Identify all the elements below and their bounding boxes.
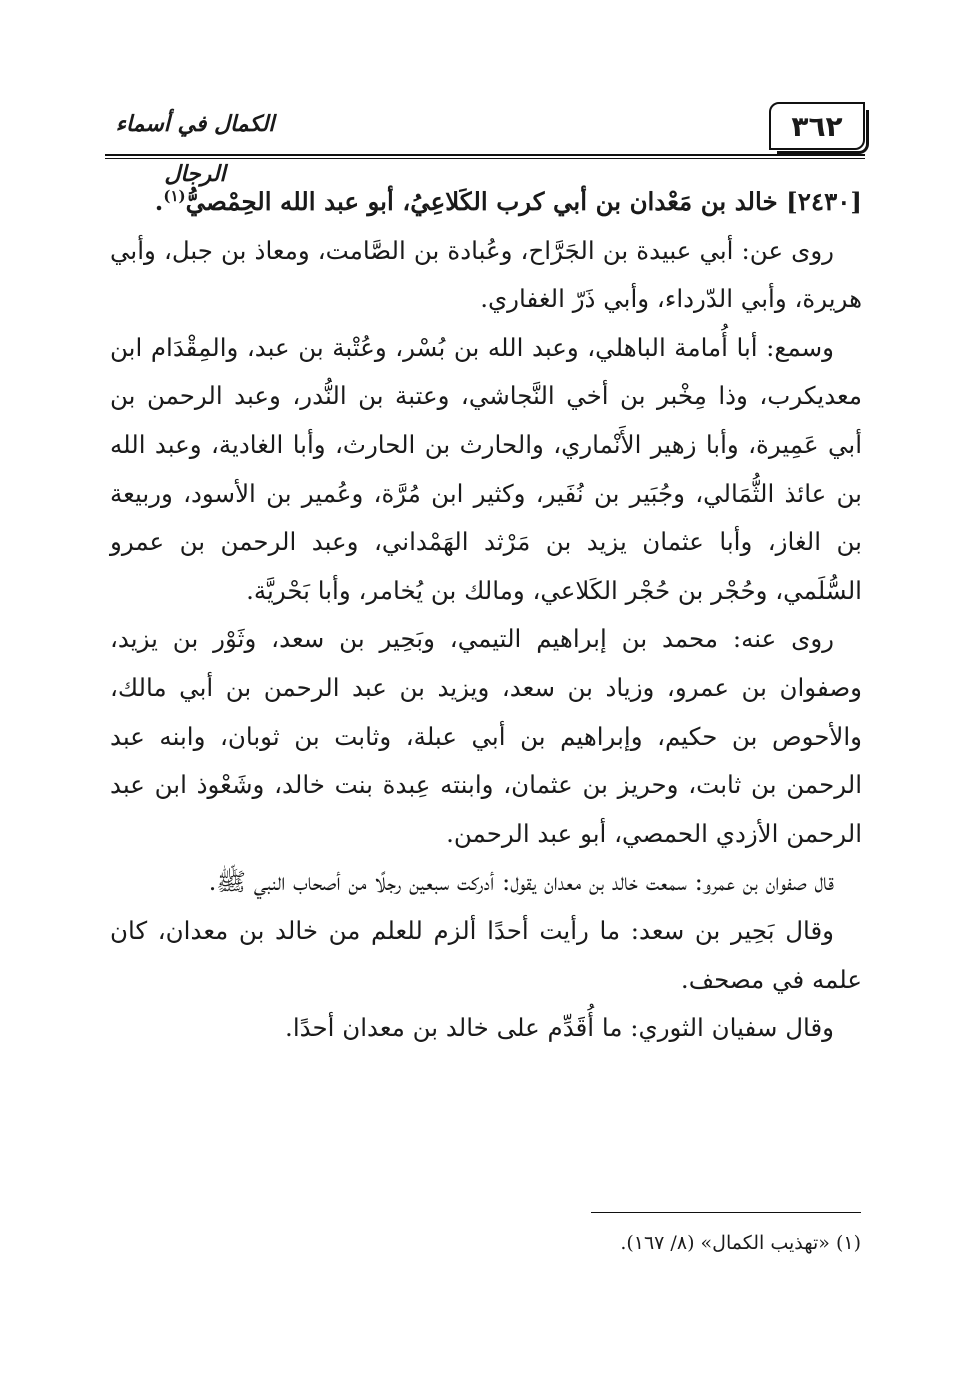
entry-title-end: . — [154, 187, 164, 216]
footnote: (١) «تهذيب الكمال» (٨/ ١٦٧). — [620, 1232, 861, 1254]
header-rule-thin — [105, 158, 865, 159]
paragraph-narrated-from: روى عن: أبي عبيدة بن الجَرَّاح، وعُبادة بن الصَّامت، ومعاذ بن جبل، وأبي هريرة، وأبي الدّرداء، وأبي ذَرّ الغفاري. — [110, 235, 862, 314]
paragraph-bahir-quote: وقال بَحِير بن سعد: ما رأيت أحدًا ألزم للعلم من خالد بن معدان، كان علمه في مصحف. — [110, 915, 862, 994]
page-body — [110, 178, 862, 1053]
page-number: ٣٦٢ — [769, 102, 865, 150]
paragraph-safwan-quote: قال صفوان بن عمرو: سمعت خالد بن معدان يقول: أدركت سبعين رجلًا من أصحاب النبي ﷺ. — [208, 867, 834, 897]
paragraph-sufyan-quote: وقال سفيان الثوري: ما أُقَدِّم على خالد بن معدان أحدًا. — [285, 1013, 834, 1043]
footnote-rule — [591, 1212, 861, 1213]
footnote-ref[interactable]: (١) — [163, 186, 186, 205]
header-rule — [105, 154, 865, 156]
paragraph-heard-from: وسمع: أبا أُمامة الباهلي، وعبد الله بن بُسْر، وعُتْبة بن عبد، والمِقْدَام ابن معديكرب، وذا مِخْبر بن أخي النَّجاشي، وعتبة بن النُّدر، وعبد الرحمن بن أبي عَمِيرة، وأبا زهير الأَنْماري، والحارث بن الحارث، وأبا الغادية، وعبد الله بن عائذ الثُّمَالي، وجُبَير بن نُفَير، وكثير ابن مُرَّة، وعُمير بن الأسود، وربيعة بن الغاز، وأبا عثمان يزيد بن مَرْثد الهَمْداني، وعبد الرحمن بن عمرو السُّلَمي، وحُجْر بن حُجْر الكَلاعي، ومالك بن يُخامر، وأبا بَحْريَّة. — [110, 332, 862, 605]
book-title: الكمال في أسماء الرجال — [115, 112, 275, 187]
page-header — [105, 100, 865, 187]
paragraph-narrators: روى عنه: محمد بن إبراهيم التيمي، وبَحِير بن سعد، وثَوْر بن يزيد، وصفوان بن عمرو، وزياد بن سعد، ويزيد بن عبد الرحمن بن أبي مالك، والأحوص بن حكيم، وإبراهيم بن أبي عبلة، وثابت بن ثوبان، وابنه عبد الرحمن بن ثابت، وحريز بن عثمان، وابنته عِبدة بنت خالد، وشَعْوذ ابن عبد الرحمن الأزدي الحمصي، أبو عبد الرحمن. — [110, 624, 862, 848]
entry-title — [110, 178, 862, 227]
entry-title-text: [٢٤٣٠] خالد بن مَعْدان بن أبي كرب الكَلاعِيُ، أبو عبد الله الحِمْصيُّ — [185, 187, 862, 216]
